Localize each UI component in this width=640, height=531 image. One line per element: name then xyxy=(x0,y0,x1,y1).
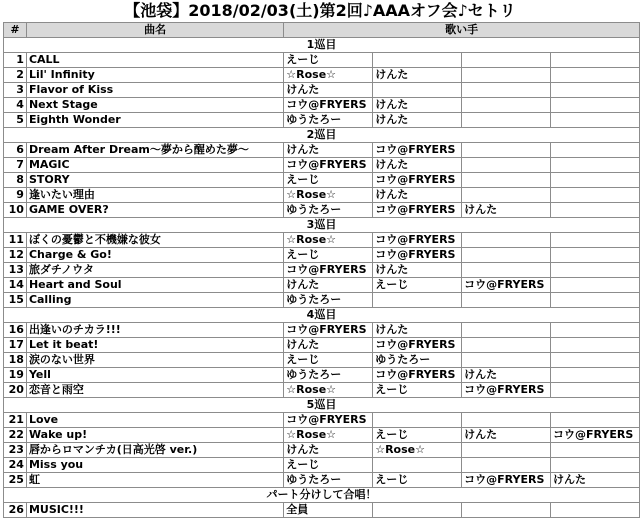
singer-cell: コウ@FRYERS xyxy=(373,248,462,263)
singer-cell: けんた xyxy=(462,203,551,218)
singer-cell xyxy=(462,353,551,368)
singer-cell: コウ@FRYERS xyxy=(373,203,462,218)
round-header-row xyxy=(4,128,640,143)
singer-cell xyxy=(551,173,640,188)
table-row xyxy=(4,188,640,203)
singer-cell: ☆Rose☆ xyxy=(284,383,373,398)
singer-cell xyxy=(462,68,551,83)
table-row xyxy=(4,278,640,293)
singer-cell: コウ@FRYERS xyxy=(462,383,551,398)
table-row xyxy=(4,428,640,443)
singer-cell: けんた xyxy=(284,278,373,293)
song-number: 16 xyxy=(4,323,27,338)
singer-cell xyxy=(462,503,551,518)
singer-cell: コウ@FRYERS xyxy=(373,233,462,248)
singer-cell: コウ@FRYERS xyxy=(462,473,551,488)
singer-cell xyxy=(373,83,462,98)
singer-cell xyxy=(551,203,640,218)
singer-cell: ゆうたろー xyxy=(284,113,373,128)
singer-cell xyxy=(551,53,640,68)
singer-cell: コウ@FRYERS xyxy=(373,338,462,353)
round-header-row xyxy=(4,398,640,413)
song-number: 25 xyxy=(4,473,27,488)
table-row xyxy=(4,353,640,368)
singer-cell xyxy=(462,293,551,308)
song-title: Lil' Infinity xyxy=(26,68,283,83)
song-title: MAGIC xyxy=(26,158,283,173)
song-title: Let it beat! xyxy=(26,338,283,353)
singer-cell xyxy=(373,293,462,308)
song-title: Love xyxy=(26,413,283,428)
song-title: GAME OVER? xyxy=(26,203,283,218)
singer-cell: えーじ xyxy=(284,53,373,68)
singer-cell xyxy=(551,368,640,383)
song-title: Miss you xyxy=(26,458,283,473)
table-row xyxy=(4,113,640,128)
singer-cell: ☆Rose☆ xyxy=(284,68,373,83)
song-number: 8 xyxy=(4,173,27,188)
table-row xyxy=(4,173,640,188)
song-title: Next Stage xyxy=(26,98,283,113)
singer-cell: けんた xyxy=(462,428,551,443)
singer-cell xyxy=(551,443,640,458)
singer-cell: けんた xyxy=(373,188,462,203)
table-row xyxy=(4,323,640,338)
singer-cell: えーじ xyxy=(373,473,462,488)
singer-cell: 全員 xyxy=(284,503,373,518)
table-row xyxy=(4,68,640,83)
song-title: Calling xyxy=(26,293,283,308)
table-row xyxy=(4,473,640,488)
singer-cell xyxy=(551,353,640,368)
song-number: 20 xyxy=(4,383,27,398)
song-number: 24 xyxy=(4,458,27,473)
singer-cell xyxy=(373,503,462,518)
song-number: 9 xyxy=(4,188,27,203)
singer-cell: えーじ xyxy=(284,248,373,263)
singer-cell: ゆうたろー xyxy=(284,203,373,218)
singer-cell xyxy=(462,173,551,188)
singer-cell: けんた xyxy=(462,368,551,383)
singer-cell xyxy=(462,413,551,428)
song-number: 12 xyxy=(4,248,27,263)
singer-cell xyxy=(462,233,551,248)
round-header-row xyxy=(4,308,640,323)
singer-cell xyxy=(462,143,551,158)
singer-cell xyxy=(551,293,640,308)
header-row xyxy=(4,23,640,38)
singer-cell: えーじ xyxy=(373,278,462,293)
singer-cell xyxy=(551,68,640,83)
song-number: 2 xyxy=(4,68,27,83)
singer-cell xyxy=(462,53,551,68)
singer-cell: コウ@FRYERS xyxy=(551,428,640,443)
singer-cell: えーじ xyxy=(284,353,373,368)
table-row xyxy=(4,263,640,278)
singer-cell: ☆Rose☆ xyxy=(373,443,462,458)
table-row xyxy=(4,158,640,173)
song-number: 6 xyxy=(4,143,27,158)
singer-cell: コウ@FRYERS xyxy=(284,98,373,113)
song-number: 18 xyxy=(4,353,27,368)
song-number: 13 xyxy=(4,263,27,278)
singer-cell: ☆Rose☆ xyxy=(284,428,373,443)
song-title: 涙のない世界 xyxy=(26,353,283,368)
singer-cell: けんた xyxy=(284,143,373,158)
singer-cell: けんた xyxy=(373,158,462,173)
singer-cell xyxy=(551,233,640,248)
round-label: パート分けして合唱！ xyxy=(4,488,640,503)
song-number: 14 xyxy=(4,278,27,293)
table-row xyxy=(4,98,640,113)
singer-cell xyxy=(551,383,640,398)
singer-cell: えーじ xyxy=(373,383,462,398)
singer-cell xyxy=(551,188,640,203)
singer-cell xyxy=(373,53,462,68)
singer-cell xyxy=(462,248,551,263)
table-row xyxy=(4,443,640,458)
song-number: 5 xyxy=(4,113,27,128)
singer-cell: けんた xyxy=(373,98,462,113)
table-row xyxy=(4,233,640,248)
singer-cell: けんた xyxy=(284,443,373,458)
singer-cell xyxy=(373,413,462,428)
singer-cell: コウ@FRYERS xyxy=(373,143,462,158)
song-number: 26 xyxy=(4,503,27,518)
song-number: 15 xyxy=(4,293,27,308)
song-title: 虹 xyxy=(26,473,283,488)
singer-cell xyxy=(551,83,640,98)
singer-cell: えーじ xyxy=(284,458,373,473)
song-title: 出逢いのチカラ!!! xyxy=(26,323,283,338)
round-label: 3巡目 xyxy=(4,218,640,233)
song-number: 11 xyxy=(4,233,27,248)
song-number: 21 xyxy=(4,413,27,428)
singer-cell xyxy=(551,158,640,173)
song-title: 逢いたい理由 xyxy=(26,188,283,203)
singer-cell: ゆうたろー xyxy=(284,473,373,488)
table-row xyxy=(4,383,640,398)
song-title: STORY xyxy=(26,173,283,188)
song-number: 7 xyxy=(4,158,27,173)
singer-cell xyxy=(462,98,551,113)
song-title: Yell xyxy=(26,368,283,383)
singer-cell xyxy=(462,338,551,353)
table-row xyxy=(4,248,640,263)
singer-cell: けんた xyxy=(284,338,373,353)
singer-cell xyxy=(551,143,640,158)
singer-cell: コウ@FRYERS xyxy=(462,278,551,293)
singer-cell xyxy=(551,263,640,278)
singer-cell xyxy=(551,278,640,293)
song-number: 19 xyxy=(4,368,27,383)
table-row xyxy=(4,503,640,518)
table-row xyxy=(4,83,640,98)
song-number: 23 xyxy=(4,443,27,458)
singer-cell: コウ@FRYERS xyxy=(284,323,373,338)
singer-cell: けんた xyxy=(284,83,373,98)
song-number: 10 xyxy=(4,203,27,218)
round-label: 4巡目 xyxy=(4,308,640,323)
singer-cell xyxy=(551,503,640,518)
song-number: 4 xyxy=(4,98,27,113)
table-row xyxy=(4,338,640,353)
singer-cell: けんた xyxy=(551,473,640,488)
singer-cell xyxy=(462,83,551,98)
round-label: 2巡目 xyxy=(4,128,640,143)
table-row xyxy=(4,143,640,158)
singer-cell xyxy=(551,98,640,113)
singer-cell: けんた xyxy=(373,113,462,128)
singer-cell: けんた xyxy=(373,263,462,278)
singer-cell xyxy=(462,113,551,128)
singer-cell xyxy=(462,323,551,338)
singer-cell: けんた xyxy=(373,68,462,83)
singer-cell: ゆうたろー xyxy=(284,293,373,308)
round-label: 1巡目 xyxy=(4,38,640,53)
singer-cell xyxy=(462,458,551,473)
song-title: 恋音と雨空 xyxy=(26,383,283,398)
song-title: 旅ダチノウタ xyxy=(26,263,283,278)
song-number: 1 xyxy=(4,53,27,68)
song-title: Heart and Soul xyxy=(26,278,283,293)
singer-cell: えーじ xyxy=(284,173,373,188)
singer-cell: コウ@FRYERS xyxy=(284,413,373,428)
singer-cell xyxy=(551,113,640,128)
song-title: Eighth Wonder xyxy=(26,113,283,128)
singer-cell: ゆうたろー xyxy=(373,353,462,368)
table-row xyxy=(4,458,640,473)
singer-cell: ☆Rose☆ xyxy=(284,188,373,203)
singer-cell: コウ@FRYERS xyxy=(284,158,373,173)
song-title: Wake up! xyxy=(26,428,283,443)
singer-cell xyxy=(462,158,551,173)
song-number: 3 xyxy=(4,83,27,98)
song-title: Flavor of Kiss xyxy=(26,83,283,98)
singer-cell: えーじ xyxy=(373,428,462,443)
singer-cell xyxy=(551,323,640,338)
song-number: 22 xyxy=(4,428,27,443)
singer-cell: けんた xyxy=(373,323,462,338)
table-row xyxy=(4,53,640,68)
singer-cell: ☆Rose☆ xyxy=(284,233,373,248)
song-title: Dream After Dream～夢から醒めた夢～ xyxy=(26,143,283,158)
singer-cell xyxy=(462,188,551,203)
song-title: Charge & Go! xyxy=(26,248,283,263)
round-header-row xyxy=(4,38,640,53)
singer-cell: コウ@FRYERS xyxy=(373,173,462,188)
singer-cell xyxy=(551,248,640,263)
table-row xyxy=(4,413,640,428)
table-row xyxy=(4,368,640,383)
singer-cell xyxy=(551,458,640,473)
singer-cell: コウ@FRYERS xyxy=(373,368,462,383)
song-number: 17 xyxy=(4,338,27,353)
song-title: MUSIC!!! xyxy=(26,503,283,518)
header-number: # xyxy=(4,23,27,38)
header-singers: 歌い手 xyxy=(284,23,640,38)
singer-cell xyxy=(373,458,462,473)
table-row xyxy=(4,203,640,218)
round-header-row xyxy=(4,488,640,503)
singer-cell xyxy=(551,413,640,428)
song-title: CALL xyxy=(26,53,283,68)
singer-cell: ゆうたろー xyxy=(284,368,373,383)
round-label: 5巡目 xyxy=(4,398,640,413)
singer-cell: コウ@FRYERS xyxy=(284,263,373,278)
round-header-row xyxy=(4,218,640,233)
singer-cell xyxy=(551,338,640,353)
song-title: 唇からロマンチカ(日高光啓 ver.) xyxy=(26,443,283,458)
header-song: 曲名 xyxy=(26,23,283,38)
page-title: 【池袋】2018/02/03(土)第2回♪AAAオフ会♪セトリ xyxy=(124,1,516,20)
table-row xyxy=(4,293,640,308)
song-title: ぼくの憂鬱と不機嫌な彼女 xyxy=(26,233,283,248)
singer-cell xyxy=(462,443,551,458)
singer-cell xyxy=(462,263,551,278)
setlist-table xyxy=(3,22,640,518)
